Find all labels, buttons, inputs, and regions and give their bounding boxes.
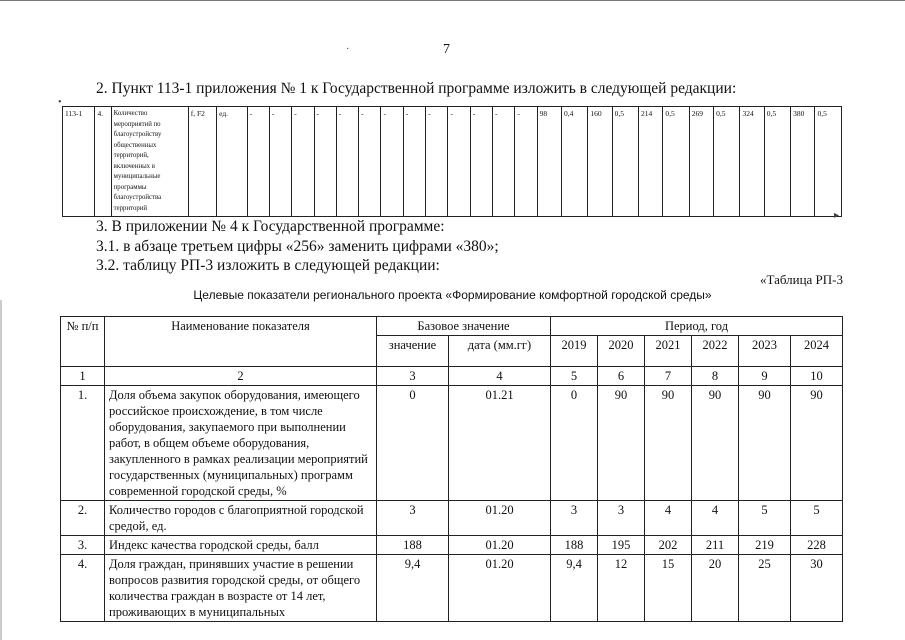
row-base-value: 9,4 — [377, 555, 449, 622]
row-name: Доля объема закупок оборудования, имеющего российское происхождение, в том числе оборудования, закупаемого при выполнении работ, в общем объеме оборудования, закупленного в рамках реализации мероприятий государственных (муниципальных) программ современной городской среды, % — [105, 386, 377, 501]
row-name: Количество городов с благоприятной городской средой, ед. — [105, 501, 377, 536]
paragraph-3-2: 3.2. таблицу РП-3 изложить в следующей редакции: — [96, 257, 440, 274]
header-year: 2019 — [551, 336, 598, 367]
item-num-cell: 4. — [95, 107, 111, 217]
row-base-date: 01.21 — [449, 386, 551, 501]
row-num: 2. — [61, 501, 105, 536]
table-row — [61, 501, 843, 536]
dash-cell: - — [359, 107, 381, 217]
dash-cell: - — [448, 107, 470, 217]
row-year-value: 90 — [791, 386, 843, 501]
header-period: Период, год — [551, 317, 843, 336]
value-cell: 0,5 — [714, 107, 740, 217]
value-cell: 214 — [639, 107, 663, 217]
page-number: 7 — [443, 42, 450, 57]
row-year-value: 25 — [739, 555, 791, 622]
value-cell: 0,5 — [815, 107, 842, 217]
header-year: 2022 — [692, 336, 739, 367]
dash-cell: - — [515, 107, 537, 217]
col-number: 7 — [645, 367, 692, 386]
column-numbers-row — [61, 367, 843, 386]
page-top-edge — [0, 0, 905, 1]
row-year-value: 219 — [739, 536, 791, 555]
row-num: 3. — [61, 536, 105, 555]
header-base: Базовое значение — [377, 317, 551, 336]
scan-edge — [0, 300, 2, 640]
col-number: 5 — [551, 367, 598, 386]
table-row — [61, 536, 843, 555]
row-year-value: 5 — [791, 501, 843, 536]
header-name: Наименование показателя — [105, 317, 377, 367]
dash-cell: - — [336, 107, 358, 217]
row-year-value: 211 — [692, 536, 739, 555]
dash-cell: - — [403, 107, 425, 217]
row-num: 4. — [61, 555, 105, 622]
col-number: 3 — [377, 367, 449, 386]
value-cell: 269 — [689, 107, 713, 217]
scan-dot: · — [346, 44, 350, 55]
row-year-value: 5 — [739, 501, 791, 536]
table-row — [61, 386, 843, 501]
row-year-value: 195 — [598, 536, 645, 555]
item-name-cell: Количество мероприятий по благоустройству общественных территорий, включенных в муниципальные программы благоустройства территорий — [111, 107, 188, 217]
row-year-value: 90 — [692, 386, 739, 501]
header-num: № п/п — [61, 317, 105, 367]
row-year-value: 90 — [645, 386, 692, 501]
header-row — [61, 317, 843, 336]
table-title: Целевые показатели регионального проекта «Формирование комфортной городской среды» — [193, 288, 712, 302]
item-unit-cell: ед. — [217, 107, 247, 217]
header-year: 2023 — [739, 336, 791, 367]
row-base-value: 0 — [377, 386, 449, 501]
row-base-date: 01.20 — [449, 555, 551, 622]
row-base-value: 3 — [377, 501, 449, 536]
dash-cell: - — [247, 107, 269, 217]
scan-dot: • — [58, 97, 62, 108]
dash-cell: - — [269, 107, 291, 217]
row-year-value: 228 — [791, 536, 843, 555]
dash-cell: - — [426, 107, 448, 217]
dash-cell: - — [314, 107, 336, 217]
col-number: 10 — [791, 367, 843, 386]
col-number: 2 — [105, 367, 377, 386]
value-cell: 98 — [537, 107, 561, 217]
dash-cell: - — [292, 107, 314, 217]
scan-dot: ▸ — [834, 210, 840, 221]
row-year-value: 188 — [551, 536, 598, 555]
table-row — [61, 555, 843, 622]
value-cell: 324 — [740, 107, 764, 217]
header-base-date: дата (мм.гг) — [449, 336, 551, 367]
row-year-value: 4 — [692, 501, 739, 536]
rp3-table — [60, 316, 843, 622]
value-cell: 160 — [588, 107, 612, 217]
paragraph-3-1: 3.1. в абзаце третьем цифры «256» заменить цифрами «380»; — [96, 238, 499, 255]
col-number: 8 — [692, 367, 739, 386]
header-base-value: значение — [377, 336, 449, 367]
row-year-value: 15 — [645, 555, 692, 622]
value-cell: 0,4 — [561, 107, 587, 217]
col-number: 4 — [449, 367, 551, 386]
row-year-value: 30 — [791, 555, 843, 622]
value-cell: 0,5 — [764, 107, 790, 217]
row-num: 1. — [61, 386, 105, 501]
row-year-value: 3 — [551, 501, 598, 536]
item-113-1-table — [62, 106, 842, 217]
row-year-value: 4 — [645, 501, 692, 536]
col-number: 1 — [61, 367, 105, 386]
header-year: 2021 — [645, 336, 692, 367]
row-year-value: 12 — [598, 555, 645, 622]
header-year: 2020 — [598, 336, 645, 367]
row-year-value: 90 — [739, 386, 791, 501]
paragraph-2: 2. Пункт 113-1 приложения № 1 к Государственной программе изложить в следующей редакции: — [96, 80, 737, 97]
item-code-cell: 113-1 — [63, 107, 95, 217]
row-base-date: 01.20 — [449, 501, 551, 536]
dash-cell: - — [470, 107, 492, 217]
paragraph-3: 3. В приложении № 4 к Государственной программе: — [96, 218, 445, 235]
table-row — [63, 107, 842, 217]
col-number: 6 — [598, 367, 645, 386]
row-year-value: 202 — [645, 536, 692, 555]
header-year: 2024 — [791, 336, 843, 367]
col-number: 9 — [739, 367, 791, 386]
value-cell: 0,5 — [612, 107, 638, 217]
row-year-value: 0 — [551, 386, 598, 501]
row-name: Индекс качества городской среды, балл — [105, 536, 377, 555]
row-year-value: 3 — [598, 501, 645, 536]
row-base-value: 188 — [377, 536, 449, 555]
row-year-value: 90 — [598, 386, 645, 501]
row-year-value: 20 — [692, 555, 739, 622]
value-cell: 0,5 — [663, 107, 689, 217]
item-source-cell: f, F2 — [188, 107, 216, 217]
table-label: «Таблица РП-3 — [759, 272, 843, 287]
row-name: Доля граждан, принявших участие в решении вопросов развития городской среды, от общего количества граждан в возрасте от 14 лет, проживающих в муниципальных — [105, 555, 377, 622]
dash-cell: - — [381, 107, 403, 217]
dash-cell: - — [493, 107, 515, 217]
row-year-value: 9,4 — [551, 555, 598, 622]
value-cell: 380 — [791, 107, 815, 217]
row-base-date: 01.20 — [449, 536, 551, 555]
